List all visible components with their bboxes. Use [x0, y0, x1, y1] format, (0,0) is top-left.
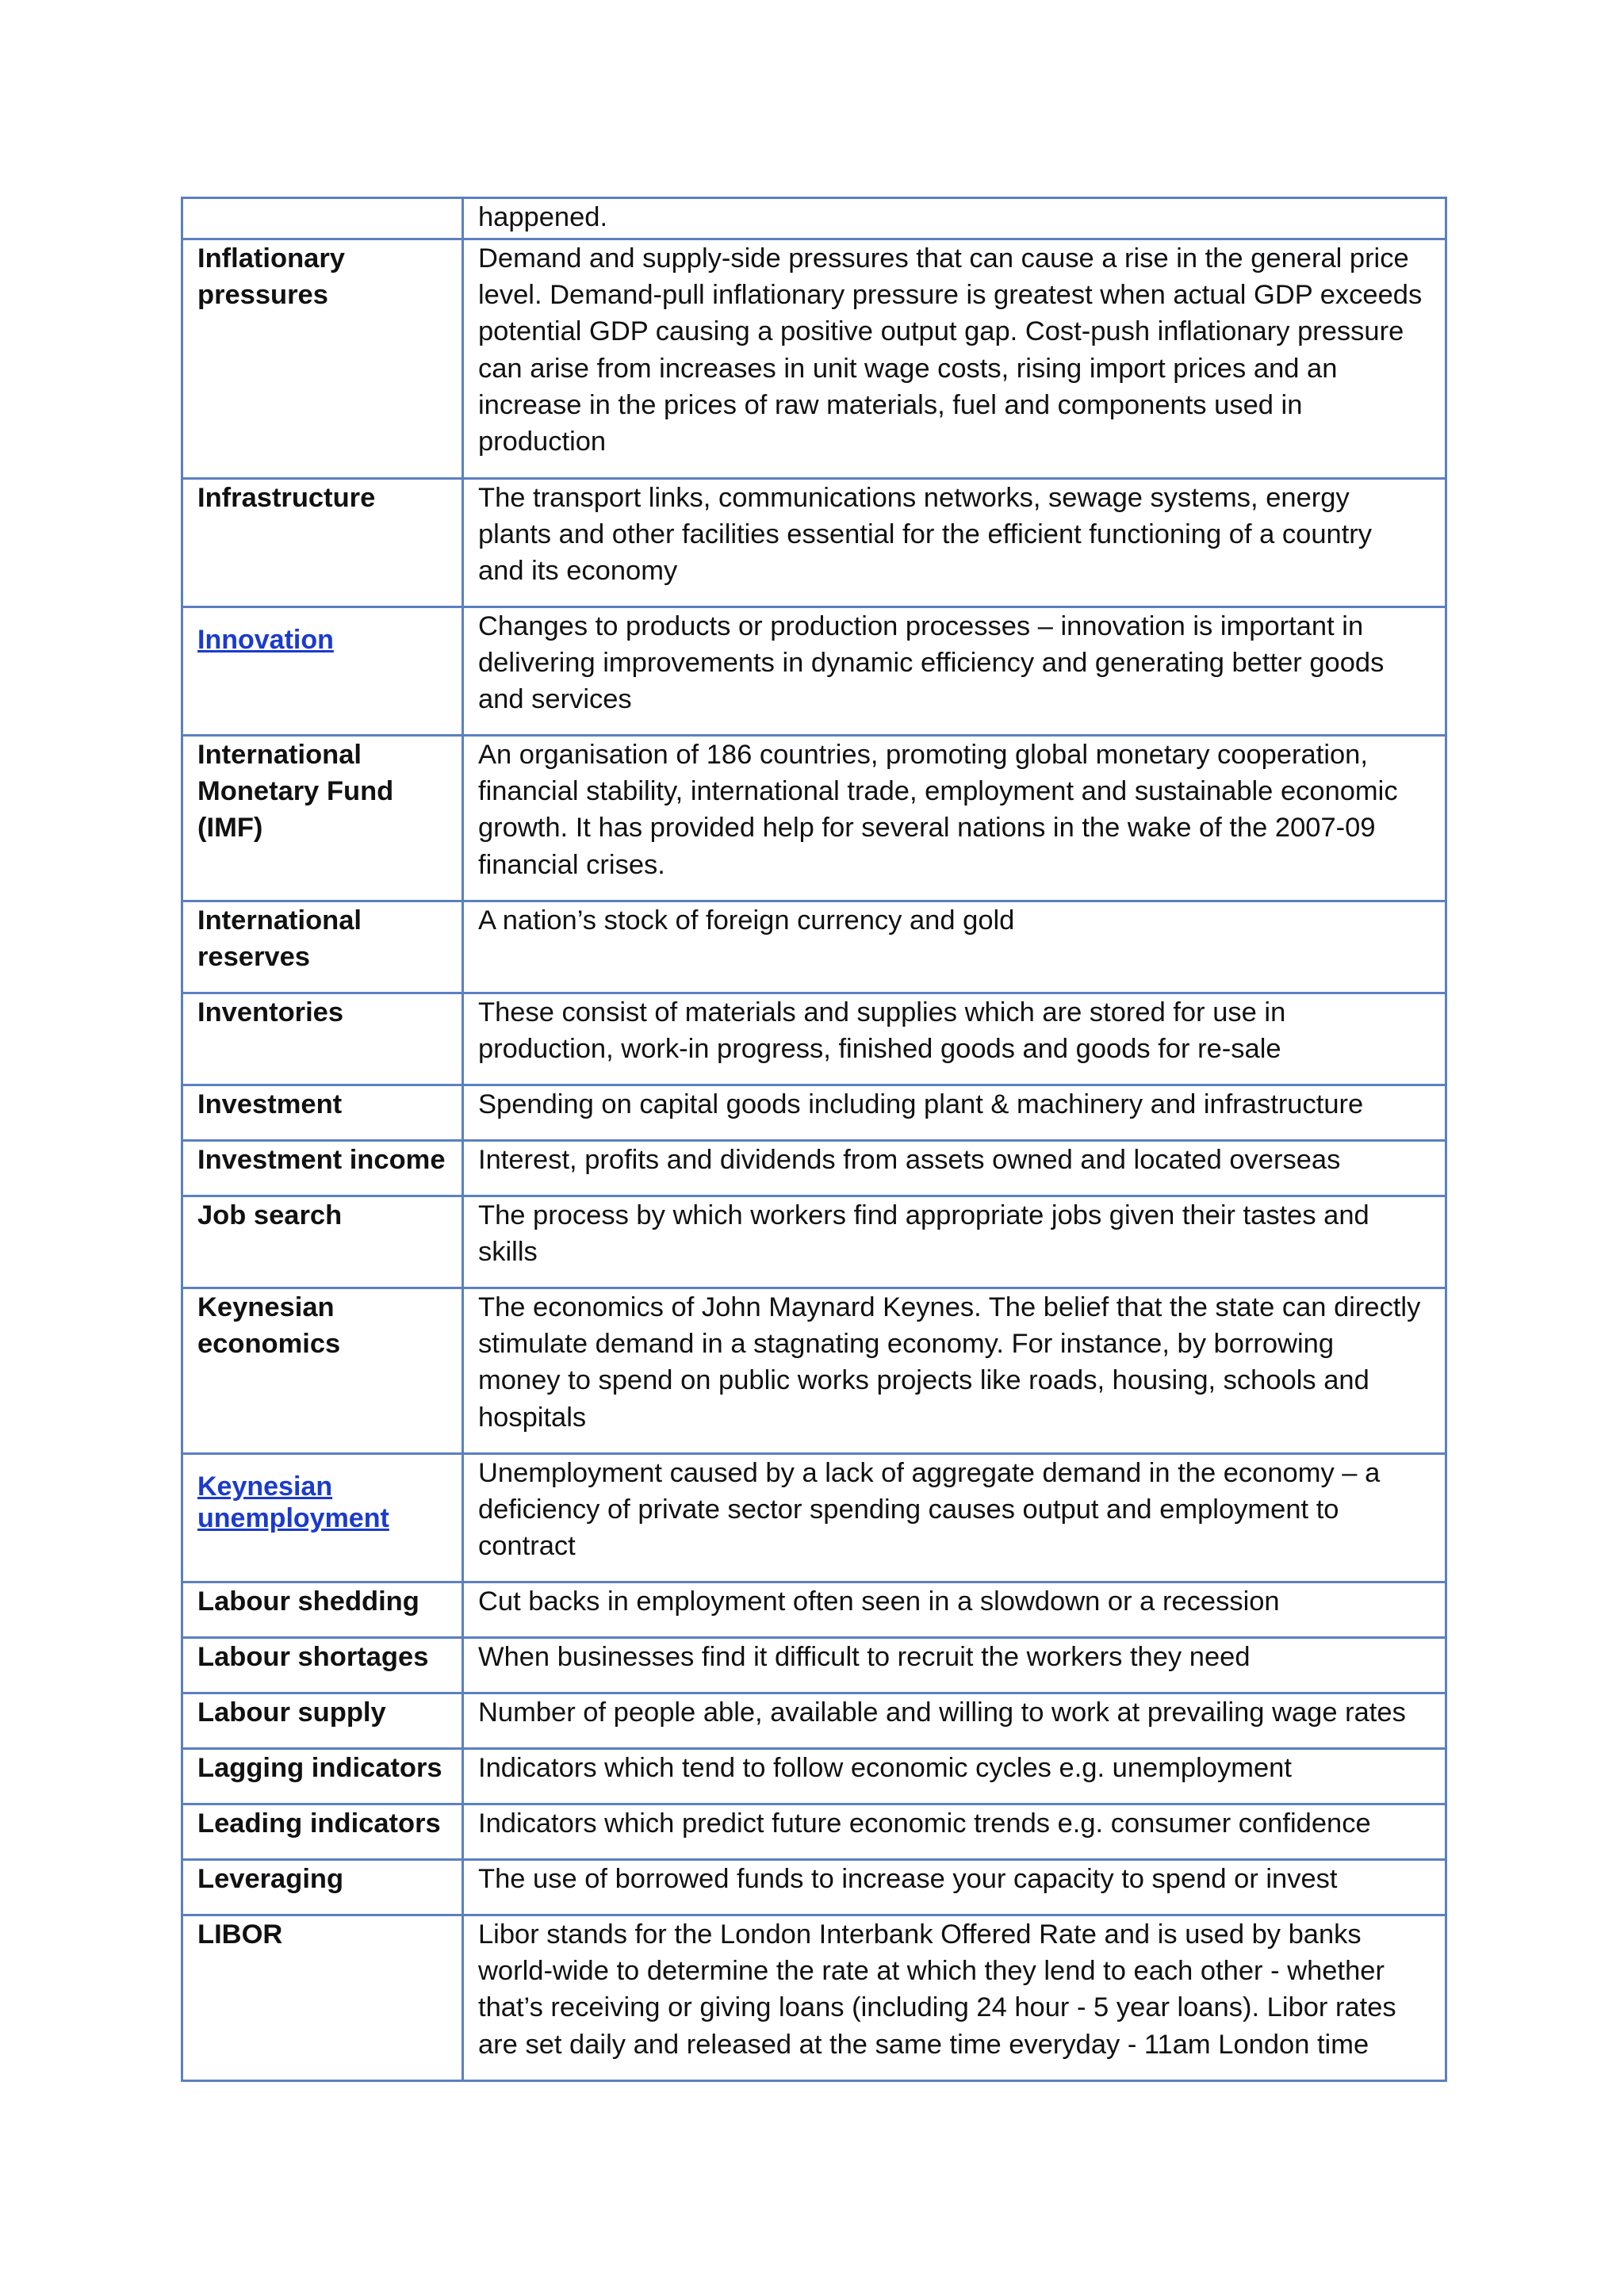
glossary-row	[182, 1196, 1446, 1288]
definition-text: The process by which workers find appropriate jobs given their tastes and skills	[478, 1200, 1369, 1268]
term-text: LIBOR	[197, 1919, 283, 1950]
term-link-innovation[interactable]: Innovation	[197, 625, 334, 655]
definition-text: The economics of John Maynard Keynes. The belief that the state can directly stimulate demand in a stagnating economy. For instance, by borrowing money to spend on public works projects like roads, housing, schools and hospitals	[478, 1292, 1421, 1433]
glossary-body	[182, 198, 1446, 2081]
glossary-row	[182, 1454, 1446, 1582]
term-text: Leveraging	[197, 1864, 344, 1894]
definition-cell	[463, 901, 1446, 993]
definition-text: Interest, profits and dividends from assets owned and located overseas	[478, 1145, 1341, 1175]
definition-text: An organisation of 186 countries, promoting global monetary cooperation, financial stability, international trade, employment and sustainable economic growth. It has provided help for several nations in the wake of the 2007-09 financial crises.	[478, 740, 1398, 880]
definition-cell	[463, 1915, 1446, 2081]
term-link-cell[interactable]	[182, 1454, 463, 1582]
definition-cell	[463, 1288, 1446, 1454]
term-text: Labour supply	[197, 1697, 386, 1728]
term-cell	[182, 736, 463, 901]
glossary-row	[182, 1141, 1446, 1196]
term-text: Investment income	[197, 1145, 446, 1175]
glossary-table	[181, 197, 1447, 2082]
term-cell	[182, 1749, 463, 1804]
glossary-row	[182, 736, 1446, 901]
term-text: Labour shedding	[197, 1586, 419, 1617]
definition-text: Demand and supply-side pressures that can cause a rise in the general price level. Demand-pull inflationary pressure is greatest when actual GDP exceeds potential GDP causing a positive output gap. Cost-push inflationary pressure can arise from increases in unit wage costs, rising import prices and an increase in the prices of raw materials, fuel and components used in production	[478, 243, 1423, 457]
term-cell	[182, 239, 463, 479]
term-text: Inventories	[197, 997, 344, 1027]
definition-text: A nation’s stock of foreign currency and gold	[478, 905, 1015, 936]
definition-cell	[463, 1454, 1446, 1582]
term-cell	[182, 1288, 463, 1454]
definition-text: Changes to products or production processes – innovation is important in delivering improvements in dynamic efficiency and generating better goods and services	[478, 611, 1385, 715]
term-cell	[182, 1141, 463, 1196]
definition-cell	[463, 1638, 1446, 1693]
definition-text: Spending on capital goods including plant & machinery and infrastructure	[478, 1089, 1364, 1119]
definition-cell	[463, 1196, 1446, 1288]
definition-text: The use of borrowed funds to increase your capacity to spend or invest	[478, 1864, 1338, 1894]
definition-text: Indicators which predict future economic trends e.g. consumer confidence	[478, 1808, 1371, 1839]
term-text: Keynesian economics	[197, 1292, 341, 1360]
term-cell	[182, 198, 463, 239]
term-text: International Monetary Fund (IMF)	[197, 740, 394, 844]
term-link-keynesian-unemployment[interactable]: Keynesian unemployment	[197, 1471, 389, 1533]
definition-text: happened.	[478, 202, 608, 232]
term-cell	[182, 1196, 463, 1288]
definition-cell	[463, 1860, 1446, 1915]
term-cell	[182, 479, 463, 607]
glossary-row	[182, 607, 1446, 736]
definition-cell	[463, 1693, 1446, 1749]
glossary-row	[182, 1582, 1446, 1638]
definition-text: Unemployment caused by a lack of aggregate demand in the economy – a deficiency of private sector spending causes output and employment to contract	[478, 1458, 1381, 1562]
term-text: Lagging indicators	[197, 1753, 442, 1783]
glossary-row	[182, 993, 1446, 1085]
definition-cell	[463, 1141, 1446, 1196]
definition-text: When businesses find it difficult to recruit the workers they need	[478, 1642, 1251, 1672]
definition-cell	[463, 239, 1446, 479]
term-text: Inflationary pressures	[197, 243, 345, 311]
glossary-row	[182, 1804, 1446, 1860]
term-cell	[182, 993, 463, 1085]
term-cell	[182, 1693, 463, 1749]
definition-cell	[463, 1804, 1446, 1860]
term-link-cell[interactable]	[182, 607, 463, 736]
term-cell	[182, 1915, 463, 2081]
definition-cell	[463, 1085, 1446, 1141]
glossary-row	[182, 1749, 1446, 1804]
definition-text: Indicators which tend to follow economic cycles e.g. unemployment	[478, 1753, 1292, 1783]
glossary-row	[182, 1638, 1446, 1693]
definition-text: These consist of materials and supplies which are stored for use in production, work-in progress, finished goods and goods for re-sale	[478, 997, 1286, 1065]
definition-text: Number of people able, available and willing to work at prevailing wage rates	[478, 1697, 1406, 1728]
glossary-row	[182, 1693, 1446, 1749]
glossary-row	[182, 239, 1446, 479]
definition-cell	[463, 1749, 1446, 1804]
glossary-row	[182, 1915, 1446, 2081]
definition-text: Cut backs in employment often seen in a slowdown or a recession	[478, 1586, 1280, 1617]
term-text: Investment	[197, 1089, 343, 1119]
term-cell	[182, 1638, 463, 1693]
term-text: Infrastructure	[197, 483, 376, 513]
definition-text: Libor stands for the London Interbank Offered Rate and is used by banks world-wide to determine the rate at which they lend to each other - whether that’s receiving or giving loans (including 24 hour - 5 year loans). Libor rates are set daily and released at the same time everyday - 11am London time	[478, 1919, 1396, 2060]
definition-cell	[463, 607, 1446, 736]
glossary-row	[182, 1288, 1446, 1454]
definition-cell	[463, 198, 1446, 239]
glossary-row	[182, 479, 1446, 607]
term-cell	[182, 901, 463, 993]
term-cell	[182, 1804, 463, 1860]
term-cell	[182, 1860, 463, 1915]
definition-cell	[463, 1582, 1446, 1638]
definition-cell	[463, 479, 1446, 607]
term-cell	[182, 1582, 463, 1638]
term-text: Labour shortages	[197, 1642, 429, 1672]
glossary-row	[182, 198, 1446, 239]
term-cell	[182, 1085, 463, 1141]
glossary-row	[182, 1085, 1446, 1141]
term-text: Leading indicators	[197, 1808, 441, 1839]
term-text: Job search	[197, 1200, 343, 1230]
glossary-row	[182, 1860, 1446, 1915]
term-text: International reserves	[197, 905, 362, 973]
glossary-row	[182, 901, 1446, 993]
definition-text: The transport links, communications networks, sewage systems, energy plants and other facilities essential for the efficient functioning of a country and its economy	[478, 483, 1373, 587]
definition-cell	[463, 993, 1446, 1085]
definition-cell	[463, 736, 1446, 901]
